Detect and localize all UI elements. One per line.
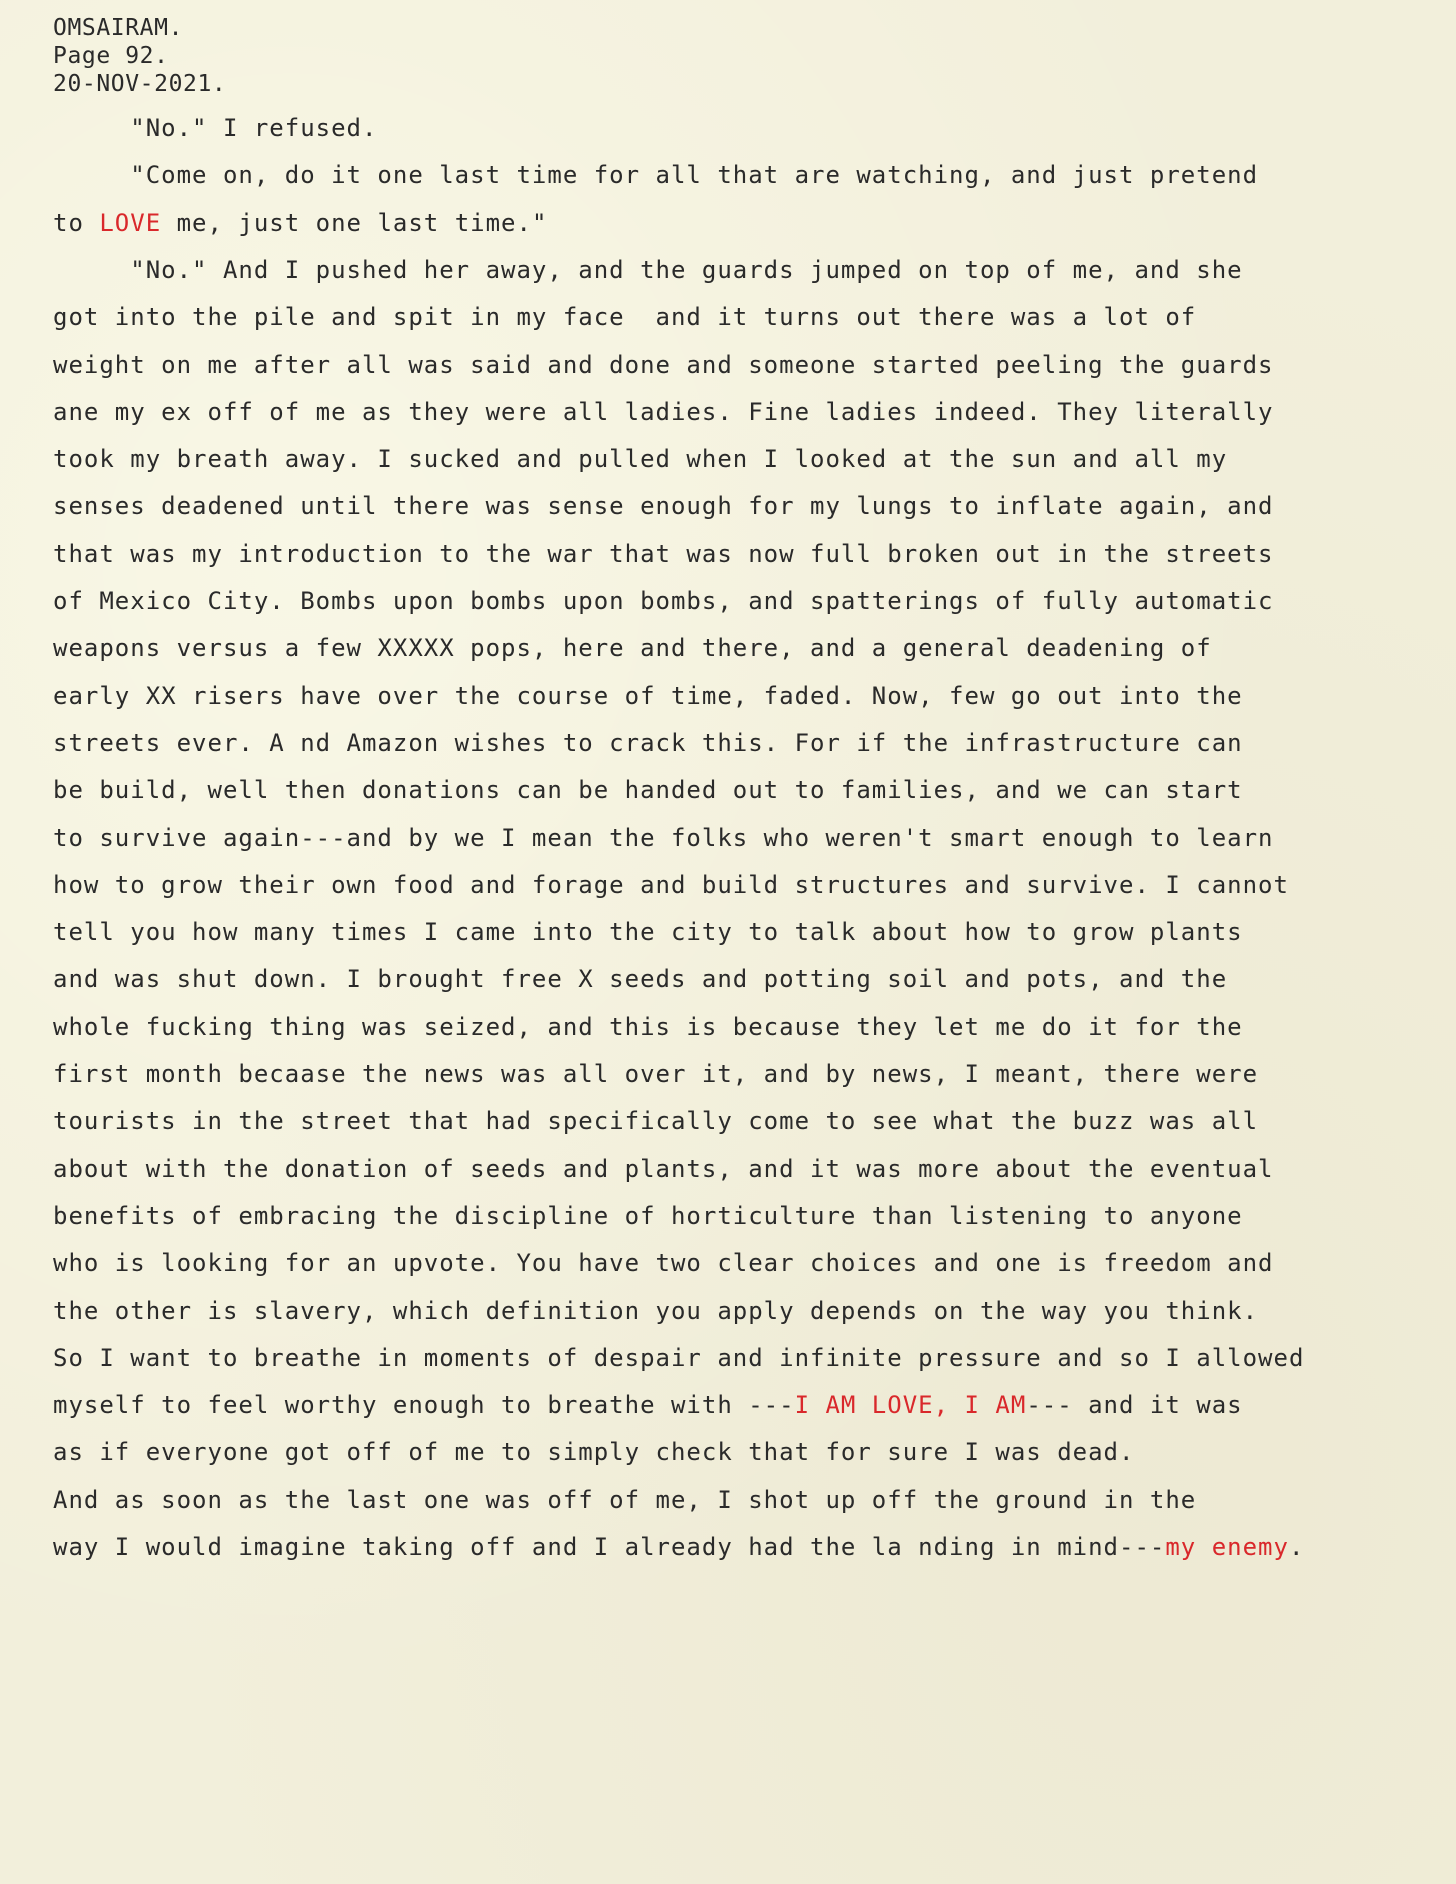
text-line (53, 681, 1243, 711)
text-line (53, 539, 1274, 569)
text-segment: as if everyone got off of me to simply check that for sure I was dead. (53, 1438, 1135, 1467)
text-segment: be build, well then donations can be handed out to families, and we can start (53, 776, 1243, 805)
text-line (53, 964, 1227, 994)
text-segment: first month becaase the news was all over it, and by news, I meant, there were (53, 1060, 1259, 1088)
red-text-segment: LOVE (99, 208, 162, 237)
text-segment: senses deadened until there was sense enough for my lungs to inflate again, and (53, 492, 1274, 521)
text-line (53, 633, 1212, 663)
page-header (53, 14, 226, 98)
text-segment: took my breath away. I sucked and pulled when I looked at the sun and all my (53, 445, 1228, 474)
text-line (53, 1154, 1274, 1184)
text-segment: early XX risers have over the course of time, faded. Now, few go out into the (53, 681, 1243, 710)
text-segment: And as soon as the last one was off of me, I shot up off the ground in the (53, 1485, 1197, 1514)
text-segment: how to grow their own food and forage and build structures and survive. I cannot (53, 870, 1289, 899)
text-segment: that was my introduction to the war that was now full broken out in the streets (53, 539, 1274, 568)
text-line (53, 302, 1196, 332)
text-line (53, 255, 1243, 285)
text-segment: tell you how many times I came into the city to talk about how to grow plants (53, 918, 1243, 947)
text-line (53, 823, 1274, 853)
header-page-number: Page 92. (53, 43, 169, 69)
text-segment: benefits of embracing the discipline of horticulture than listening to anyone (53, 1201, 1243, 1230)
text-line (53, 1059, 1258, 1089)
text-line (53, 1343, 1304, 1373)
text-segment: . (1288, 1533, 1305, 1561)
text-line (53, 1248, 1274, 1278)
text-line (53, 586, 1274, 616)
text-line (53, 1532, 1304, 1562)
text-segment: to (53, 208, 100, 237)
text-line (53, 917, 1243, 947)
header-date: 20-NOV-2021. (53, 71, 227, 97)
text-line (53, 160, 1258, 190)
text-line (53, 1390, 1243, 1420)
text-segment: So I want to breathe in moments of despair and infinite pressure and so I allowed (53, 1343, 1305, 1372)
text-line (53, 728, 1243, 758)
text-line (53, 444, 1227, 474)
text-segment: to survive again---and by we I mean the folks who weren't smart enough to learn (53, 823, 1274, 852)
text-segment: and was shut down. I brought free X seeds and potting soil and pots, and the (53, 965, 1228, 994)
text-segment: who is looking for an upvote. You have two clear choices and one is freedom and (53, 1249, 1274, 1278)
text-line (53, 1485, 1196, 1515)
text-segment: streets ever. A nd Amazon wishes to crack this. For if the infrastructure can (53, 728, 1243, 757)
text-segment: the other is slavery, which definition you apply depends on the way you think. (53, 1296, 1259, 1325)
text-segment: me, just one last time." (161, 208, 548, 237)
text-line (53, 1296, 1258, 1326)
text-segment: --- and it was (1026, 1391, 1243, 1420)
text-segment: weapons versus a few XXXXX pops, here and there, and a general deadening of (53, 634, 1212, 663)
red-text-segment: my enemy (1165, 1533, 1289, 1561)
text-segment: of Mexico City. Bombs upon bombs upon bombs, and spatterings of fully automatic (53, 587, 1274, 615)
text-line (53, 870, 1289, 900)
text-line (53, 1106, 1258, 1136)
red-text-segment: I AM LOVE, I AM (794, 1391, 1027, 1420)
text-segment: ane my ex off of me as they were all ladies. Fine ladies indeed. They literally (53, 397, 1274, 426)
header-title: OMSAIRAM. (53, 15, 184, 41)
text-segment: way I would imagine taking off and I already had the la nding in mind--- (53, 1533, 1166, 1561)
text-segment: myself to feel worthy enough to breathe with --- (53, 1391, 795, 1420)
text-segment: "No." And I pushed her away, and the guards jumped on top of me, and she (53, 255, 1243, 284)
text-segment: tourists in the street that had specifically come to see what the buzz was all (53, 1107, 1259, 1136)
text-line (53, 1437, 1134, 1467)
text-segment: "Come on, do it one last time for all that are watching, and just pretend (53, 161, 1259, 190)
text-segment: about with the donation of seeds and plants, and it was more about the eventual (53, 1154, 1274, 1183)
text-segment: "No." I refused. (53, 114, 378, 142)
text-segment: whole fucking thing was seized, and this is because they let me do it for the (53, 1012, 1243, 1041)
text-line (53, 1201, 1243, 1231)
text-segment: weight on me after all was said and done and someone started peeling the guards (53, 350, 1274, 379)
text-line (53, 113, 377, 143)
text-line (53, 350, 1274, 380)
text-line (53, 208, 547, 238)
text-line (53, 397, 1274, 427)
text-line (53, 1012, 1243, 1042)
text-line (53, 491, 1274, 521)
text-segment: got into the pile and spit in my face and it turns out there was a lot of (53, 303, 1197, 332)
text-line (53, 775, 1243, 805)
